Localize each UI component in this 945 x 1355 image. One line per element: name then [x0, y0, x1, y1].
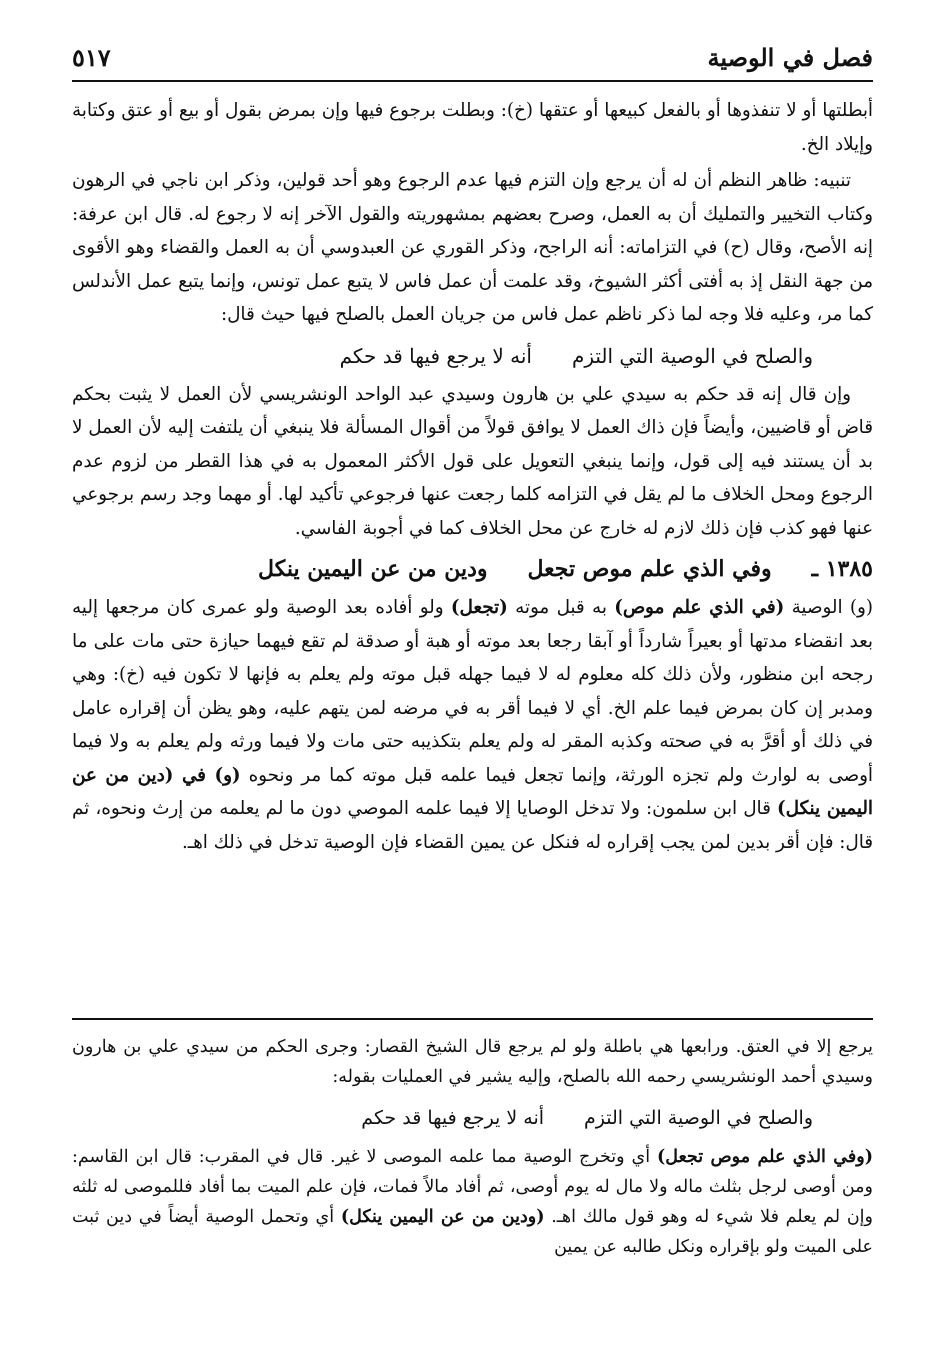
note-verse-first-hemistich: والصلح في الوصية التي التزم — [584, 1107, 813, 1129]
p4-seg-c: به قبل موته — [507, 597, 615, 618]
verse-quote-1 — [72, 336, 873, 376]
p4-seg-e: ولو أفاده بعد الوصية ولو عمرى كان مرجعها إليه بعد انقضاء مدتها أو بعيراً شارداً أو آبقا رجعا بعد موته أو هبة أو صدقة لم تقع فيهما حيازة حتى مات على ما رجحه ابن منظور، ولأن ذلك كله معلوم له لا فيما جهله قبل موته ولم يعلم به فإنها لا تكون فيه (خ): وهي ومدبر إن كان بمرض فيما علم الخ. أي لا فيما أقر به في مرضه لمن يتهم عليه، وهو يظن أن إقراره عامل في ذلك أو أقرَّ به في صحته وكذبه المقر له ولم يعلم بتكذيبه حتى مات ولا فيما ورثه ولم يعلم به ولا فيما أوصى به لوارث ولم تجزه الورثة، وإنما تجعل فيما علمه قبل موته كما مر ونحوه — [72, 597, 873, 786]
n2-seg-a: (وفي الذي علم موص تجعل) — [656, 1147, 873, 1167]
page-number: ٥١٧ — [72, 43, 111, 72]
footnotes — [72, 1032, 873, 1262]
verse-1385 — [72, 549, 873, 589]
paragraph-4 — [72, 591, 873, 859]
verse-1385-second-hemistich: ودين من عن اليمين ينكل — [258, 556, 488, 582]
n2-seg-d: أي وتحمل الوصية أيضاً في دين ثبت على الميت ولو بإقراره ونكل طالبه عن يمين — [72, 1207, 873, 1257]
p4-seg-a: (و) الوصية — [784, 597, 873, 618]
paragraph-2 — [72, 164, 873, 332]
main-text — [72, 94, 873, 859]
note-verse — [72, 1098, 873, 1138]
chapter-title: فصل في الوصية — [707, 43, 873, 72]
n2-seg-b: أي وتخرج الوصية مما علمه الموصى لا غير. قال في المقرب: قال ابن القاسم: ومن أوصى لرجل بثلث ماله ولا مال له يوم أوصى، ثم أفاد مالاً فمات، فإن علم الميت بما أفاد فللموصى له ثلثه وإن لم يعلم فلا شيء له وهو قول مالك اهـ. — [72, 1147, 873, 1227]
page-header — [72, 34, 873, 82]
note-paragraph-2 — [72, 1142, 873, 1262]
p4-seg-d: (تجعل) — [450, 597, 508, 618]
p4-seg-f: (و) في (دين من عن اليمين ينكل) — [72, 764, 873, 819]
n2-seg-c: (ودين من عن اليمين ينكل) — [340, 1207, 545, 1227]
paragraph-1: أبطلتها أو لا تنفذوها أو بالفعل كبيعها أو عتقها (خ): وبطلت برجوع فيها وإن بمرض بقول أو بيع أو عتق وكتابة وإيلاد الخ. — [72, 100, 873, 155]
paragraph-3 — [72, 378, 873, 546]
note-paragraph-1: يرجع إلا في العتق. ورابعها هي باطلة ولو لم يرجع قال الشيخ القصار: وجرى الحكم من سيدي علي بن هارون وسيدي أحمد الونشريسي رحمه الله بالصلح، وإليه يشير في العمليات بقوله: — [72, 1037, 873, 1087]
paragraph-2-text: تنبيه: ظاهر النظم أن له أن يرجع وإن التزم فيها عدم الرجوع وهو أحد قولين، وذكر ابن ناجي في الرهون وكتاب التخيير والتمليك أن به العمل، وصرح بعضهم بمشهوريته والقول الآخر إنه لا رجوع له. قال ابن عرفة: إنه الأصح، وقال (ح) في التزاماته: أنه الراجح، وذكر القوري عن العبدوسي أن به العمل والقضاء وهو الأقوى من جهة النقل إذ به أفتى أكثر الشيوخ، وقد علمت أن عمل فاس لا يتبع عمل تونس، وإنما يتبع عمل الأندلس كما مر، وعليه فلا وجه لما ذكر ناظم عمل فاس من جريان العمل بالصلح فيها حيث قال: — [72, 170, 873, 325]
verse-1-first-hemistich: والصلح في الوصية التي التزم — [571, 343, 813, 368]
verse-1-second-hemistich: أنه لا يرجع فيها قد حكم — [339, 343, 532, 368]
note-verse-second-hemistich: أنه لا يرجع فيها قد حكم — [361, 1107, 545, 1129]
verse-number: ١٣٨٥ ـ — [811, 556, 873, 582]
footnote-divider — [72, 1018, 873, 1020]
p4-seg-b: (في الذي علم موص) — [614, 597, 785, 618]
paragraph-3-text: وإن قال إنه قد حكم به سيدي علي بن هارون وسيدي عبد الواحد الونشريسي لأن العمل لا يثبت بحكم قاض أو قاضيين، وأيضاً فإن ذاك العمل لا يوافق قولاً من أقوال المسألة فلا ينبغي أن يلتفت إليه لأن العمل لا بد أن يستند فيه إلى قول، وإنما ينبغي التعويل على قول الأكثر المعمول به في هذا القطر من لزوم عدم الرجوع ومحل الخلاف ما لم يقل في التزامه كلما رجعت عنها فرجوعي تأكيد لها. أو مهما وجد رسم برجوعي عنها فهو كذب فإن ذلك لازم له خارج عن محل الخلاف كما في أجوبة الفاسي. — [72, 383, 873, 539]
verse-1385-first-hemistich: وفي الذي علم موص تجعل — [527, 556, 772, 582]
p4-seg-g: قال ابن سلمون: ولا تدخل الوصايا إلا فيما علمه الموصي دون ما لم يعلمه من إرث ونحوه، ثم قال: فإن أقر بدين لمن يجب إقراره له فنكل عن يمين القضاء فإن الوصية تدخل في ذلك اهـ. — [72, 798, 873, 853]
